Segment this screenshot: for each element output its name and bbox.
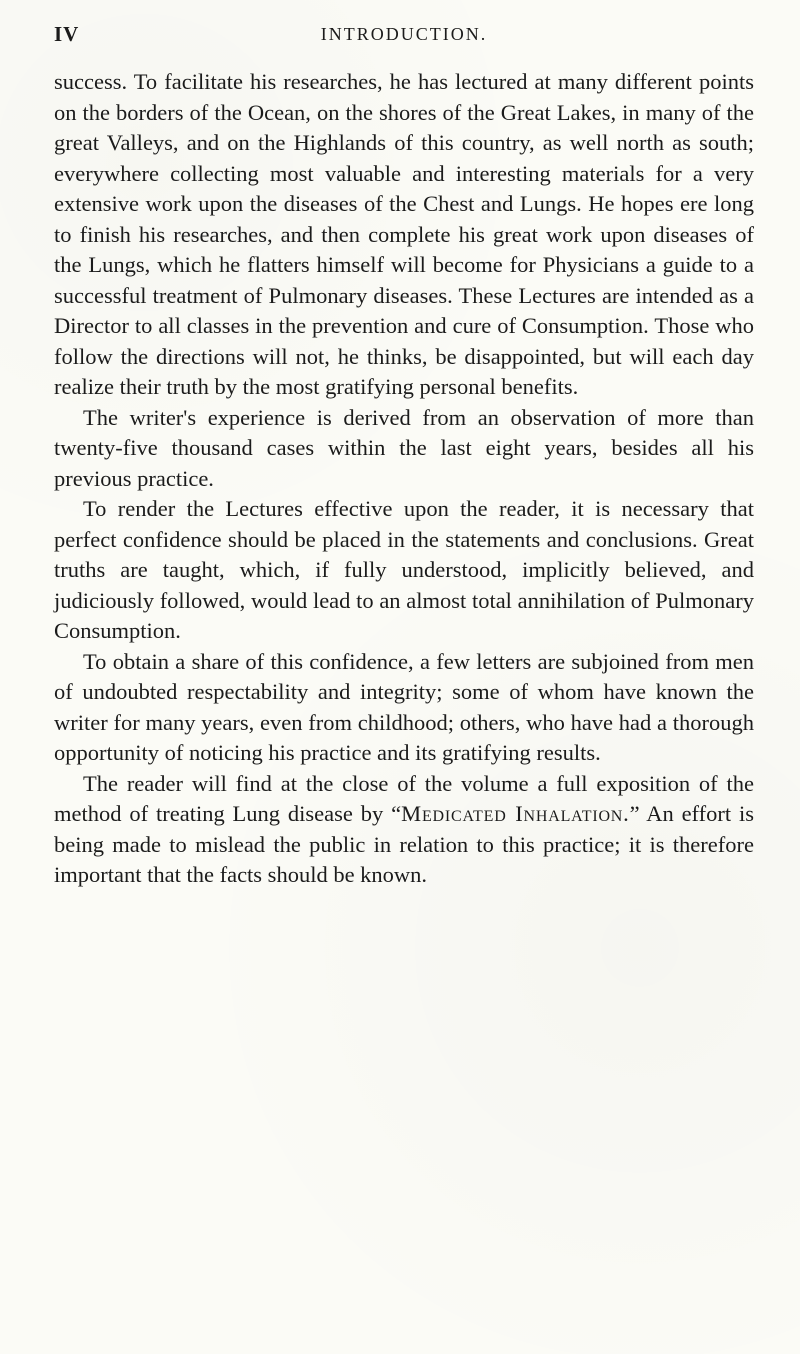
- body-text: [54, 67, 754, 891]
- paragraph-1: success. To facilitate his researches, he has lectured at many different points on the borders of the Ocean, on the shores of the Great Lakes, in many of the great Valleys, and on the Highlands of this country, as well north as south; everywhere collecting most valuable and interesting materials for a very extensive work upon the diseases of the Chest and Lungs. He hopes ere long to finish his researches, and then complete his great work upon diseases of the Lungs, which he flatters himself will become for Physicians a guide to a successful treatment of Pulmonary diseases. These Lectures are intended as a Director to all classes in the prevention and cure of Consumption. Those who follow the directions will not, he thinks, be disappointed, but will each day realize their truth by the most gratifying personal benefits.: [54, 69, 754, 399]
- running-head: INTRODUCTION.: [320, 24, 488, 44]
- paragraph-5: [54, 769, 754, 891]
- page-number: IV: [54, 22, 80, 46]
- paragraph-2: The writer's experience is derived from an observation of more than twenty-five thousand cases within the last eight years, besides all his previous practice.: [54, 404, 754, 491]
- page-header: [54, 16, 754, 56]
- paragraph-5-text-after: ” An effort is being made to mislead the public in relation to this practice; it is therefore important that the facts should be known.: [54, 801, 754, 887]
- medicated-inhalation-phrase: Medicated Inhalation.: [401, 801, 630, 826]
- paragraph-5-text-before: The reader will find at the close of the volume a full exposition of the method of treating Lung disease by “: [54, 770, 754, 826]
- paragraph-3: To render the Lectures effective upon the reader, it is necessary that perfect confidence should be placed in the statements and conclusions. Great truths are taught, which, if fully understood, implicitly believed, and judiciously followed, would lead to an almost total annihilation of Pulmonary Consumption.: [54, 496, 754, 643]
- paragraph-4: To obtain a share of this confidence, a few letters are subjoined from men of undoubted respectability and integrity; some of whom have known the writer for many years, even from childhood; others, who have had a thorough opportunity of noticing his practice and its gratifying results.: [54, 648, 754, 765]
